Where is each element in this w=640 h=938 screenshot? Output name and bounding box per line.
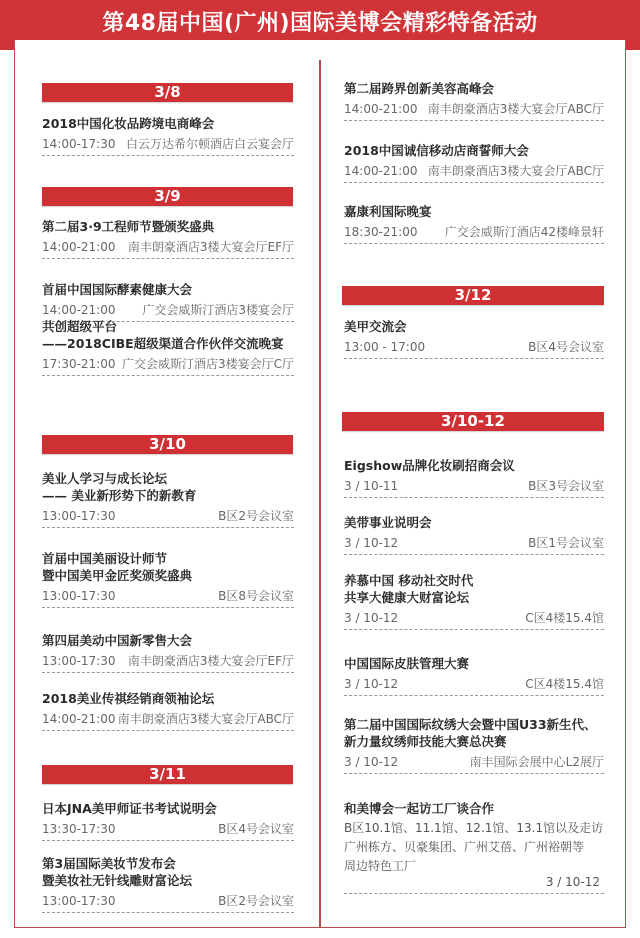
event-description: 广州栋方、贝豪集团、广州艾蓓、广州裕朝等 [344,840,585,854]
event-time: 3 / 10-11 [344,479,399,493]
event-item [344,514,604,555]
event-title: 养慕中国 移动社交时代 [344,573,474,588]
event-venue: 南丰朗豪酒店3楼大宴会厅ABC厅 [117,712,294,726]
date-bar: 3/10 [42,435,293,454]
event-detail [344,101,604,121]
event-venue: 南丰朗豪酒店3楼大宴会厅ABC厅 [427,102,604,116]
event-venue: 广交会威斯汀酒店3楼宴会厅C厅 [121,357,294,371]
event-title: 共创超级平台 [42,319,118,334]
event-title: 和美博会一起访工厂谈合作 [344,801,495,816]
page-title: 第48届中国(广州)国际美博会精彩特备活动 [0,0,640,50]
event-venue: 南丰朗豪酒店3楼大宴会厅EF厅 [127,240,294,254]
event-detail [42,711,294,731]
event-time: 14:00-21:00 [42,712,116,726]
event-detail [42,893,294,913]
column-divider [319,60,321,928]
event-title: 新力量纹绣师技能大赛总决赛 [344,734,507,749]
event-item [42,690,294,731]
event-time: 13:00-17:30 [42,509,116,523]
event-title: 2018中国诚信移动店商誓师大会 [344,143,529,158]
date-bar: 3/10-12 [342,412,604,431]
event-detail [42,821,294,841]
event-venue: B区3号会议室 [528,479,604,493]
event-detail [42,653,294,673]
event-title: ——2018CIBE超级渠道合作伙伴交流晚宴 [42,336,284,351]
event-item [344,572,604,630]
event-title: 第3届国际美妆节发布会 [42,856,176,871]
event-title: 第二届3·9工程师节暨颁奖盛典 [42,219,215,234]
event-venue: 南丰朗豪酒店3楼大宴会厅ABC厅 [427,164,604,178]
event-item [344,457,604,498]
event-item [344,318,604,359]
date-bar: 3/9 [42,187,293,206]
event-time: 14:00-21:00 [344,102,418,116]
event-item [42,632,294,673]
event-detail [344,610,604,630]
event-time: 17:30-21:00 [42,357,116,371]
date-bar: 3/11 [42,765,293,784]
event-title: 首届中国美丽设计师节 [42,551,168,566]
event-detail [344,754,604,774]
event-title: Eigshow品牌化妆刷招商会议 [344,458,515,473]
event-date: 3 / 10-12 [344,874,604,894]
event-venue: 广交会威斯汀酒店42楼峰景轩 [444,225,604,239]
event-time: 13:00-17:30 [42,894,116,908]
event-time: 13:30-17:30 [42,822,116,836]
event-item [42,218,294,259]
event-item [42,115,294,156]
event-title: 2018美业传祺经销商领袖论坛 [42,691,215,706]
event-time: 14:00-21:00 [42,240,116,254]
event-detail [344,339,604,359]
event-detail [344,535,604,555]
event-time: 14:00-21:00 [42,303,116,317]
event-venue: 广交会威斯汀酒店3楼宴会厅 [142,303,294,317]
event-item [42,800,294,841]
event-detail [344,676,604,696]
event-time: 13:00 - 17:00 [344,340,426,354]
event-title: 暨美妆社无针线雕财富论坛 [42,873,193,888]
event-detail [344,224,604,244]
event-title: 2018中国化妆品跨境电商峰会 [42,116,215,131]
event-item [42,550,294,608]
event-time: 13:00-17:30 [42,589,116,603]
event-venue: B区4号会议室 [528,340,604,354]
event-item [344,80,604,121]
event-title: 嘉康利国际晚宴 [344,204,432,219]
event-item [344,203,604,244]
event-detail [42,588,294,608]
event-title: 首届中国国际酵素健康大会 [42,282,193,297]
event-title: 中国国际皮肤管理大赛 [344,656,470,671]
event-venue: 南丰朗豪酒店3楼大宴会厅EF厅 [127,654,294,668]
event-item [42,470,294,528]
event-venue: B区2号会议室 [218,894,294,908]
event-item [344,716,604,774]
event-title: 第二届中国国际纹绣大会暨中国U33新生代、 [344,717,597,732]
event-venue: 白云万达希尔顿酒店白云宴会厅 [125,137,294,151]
event-time: 18:30-21:00 [344,225,418,239]
event-time: 3 / 10-12 [344,677,399,691]
event-venue: B区4号会议室 [218,822,294,836]
event-title: 美带事业说明会 [344,515,432,530]
event-item [42,318,294,376]
event-detail [42,508,294,528]
event-time: 3 / 10-12 [344,755,399,769]
date-bar: 3/12 [342,286,604,305]
event-venue: B区8号会议室 [218,589,294,603]
event-title: 日本JNA美甲师证书考试说明会 [42,801,217,816]
event-title: 共享大健康大财富论坛 [344,590,470,605]
event-title: 暨中国美甲金匠奖颁奖盛典 [42,568,193,583]
event-title: 第四届美动中国新零售大会 [42,633,193,648]
event-description: 周边特色工厂 [344,859,417,873]
event-detail [344,163,604,183]
event-time: 14:00-21:00 [344,164,418,178]
event-venue: B区1号会议室 [528,536,604,550]
event-detail [42,356,294,376]
event-time: 13:00-17:30 [42,654,116,668]
event-item [344,142,604,183]
event-venue: 南丰国际会展中心L2展厅 [469,755,604,769]
event-title: 美业人学习与成长论坛 [42,471,168,486]
event-title: 第二届跨界创新美容高峰会 [344,81,495,96]
event-venue: C区4楼15.4馆 [525,677,604,691]
event-time: 14:00-17:30 [42,137,116,151]
event-time: 3 / 10-12 [344,611,399,625]
event-venue: C区4楼15.4馆 [525,611,604,625]
event-description: B区10.1馆、11.1馆、12.1馆、13.1馆以及走访 [344,821,604,835]
event-item [42,281,294,322]
event-title: —— 美业新形势下的新教育 [42,488,197,503]
event-venue: B区2号会议室 [218,509,294,523]
event-item [344,800,604,894]
event-title: 美甲交流会 [344,319,407,334]
event-detail [42,136,294,156]
event-item [344,655,604,696]
event-detail [344,478,604,498]
event-item [42,855,294,913]
event-detail [42,239,294,259]
date-bar: 3/8 [42,83,293,102]
event-time: 3 / 10-12 [344,536,399,550]
